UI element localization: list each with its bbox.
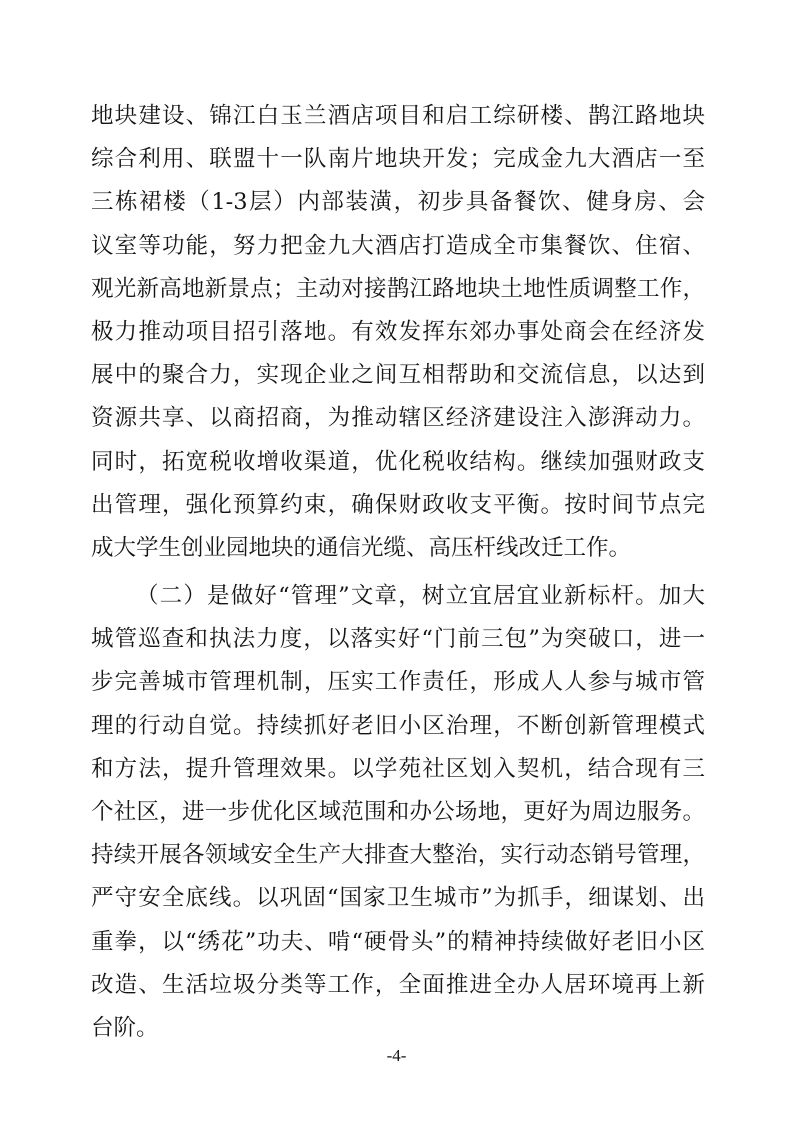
paragraph-line: 综合利用、联盟十一队南片地块开发；完成金九大酒店一至 [91, 146, 705, 173]
paragraph-line: 成大学生创业园地块的通信光缆、高压杆线改迁工作。 [91, 534, 632, 561]
paragraph-line: 极力推动项目招引落地。有效发挥东郊办事处商会在经济发 [91, 318, 705, 345]
paragraph-line: 理的行动自觉。持续抓好老旧小区治理，不断创新管理模式 [91, 712, 705, 739]
paragraph-line: 地块建设、锦江白玉兰酒店项目和启工综研楼、鹊江路地块 [91, 103, 705, 129]
paragraph-line: 改造、生活垃圾分类等工作，全面推进全办人居环境再上新 [91, 971, 705, 998]
paragraph-line: 严守安全底线。以巩固“国家卫生城市”为抓手，细谋划、出 [91, 885, 705, 912]
paragraph-line: 城管巡查和执法力度，以落实好“门前三包”为突破口，进一 [91, 626, 705, 653]
paragraph-line: 资源共享、以商招商，为推动辖区经济建设注入澎湃动力。 [91, 405, 705, 432]
body-text [91, 95, 705, 1050]
paragraph-line: 步完善城市管理机制，压实工作责任，形成人人参与城市管 [91, 669, 705, 696]
paragraph-line: 展中的聚合力，实现企业之间互相帮助和交流信息，以达到 [91, 362, 705, 389]
paragraph-line: 个社区，进一步优化区域范围和办公场地，更好为周边服务。 [91, 799, 705, 825]
paragraph-2 [91, 575, 705, 1050]
paragraph-line: 议室等功能，努力把金九大酒店打造成全市集餐饮、住宿、 [91, 232, 705, 259]
paragraph-line: （二）是做好“管理”文章，树立宜居宜业新标杆。加大 [136, 583, 705, 610]
paragraph-1 [91, 95, 705, 570]
paragraph-line: 三栋裙楼（1-3层）内部装潢，初步具备餐饮、健身房、会 [91, 189, 705, 216]
paragraph-line: 观光新高地新景点；主动对接鹊江路地块土地性质调整工作， [91, 275, 705, 302]
paragraph-line: 台阶。 [91, 1014, 159, 1041]
paragraph-line: 重拳，以“绣花”功夫、啃“硬骨头”的精神持续做好老旧小区 [91, 928, 705, 955]
page-number: -4- [386, 1046, 407, 1065]
paragraph-line: 出管理，强化预算约束，确保财政收支平衡。按时间节点完 [91, 491, 705, 518]
paragraph-line: 同时，拓宽税收增收渠道，优化税收结构。继续加强财政支 [91, 448, 705, 475]
paragraph-line: 和方法，提升管理效果。以学苑社区划入契机，结合现有三 [91, 755, 705, 782]
paragraph-line: 持续开展各领域安全生产大排查大整治，实行动态销号管理， [91, 842, 705, 869]
